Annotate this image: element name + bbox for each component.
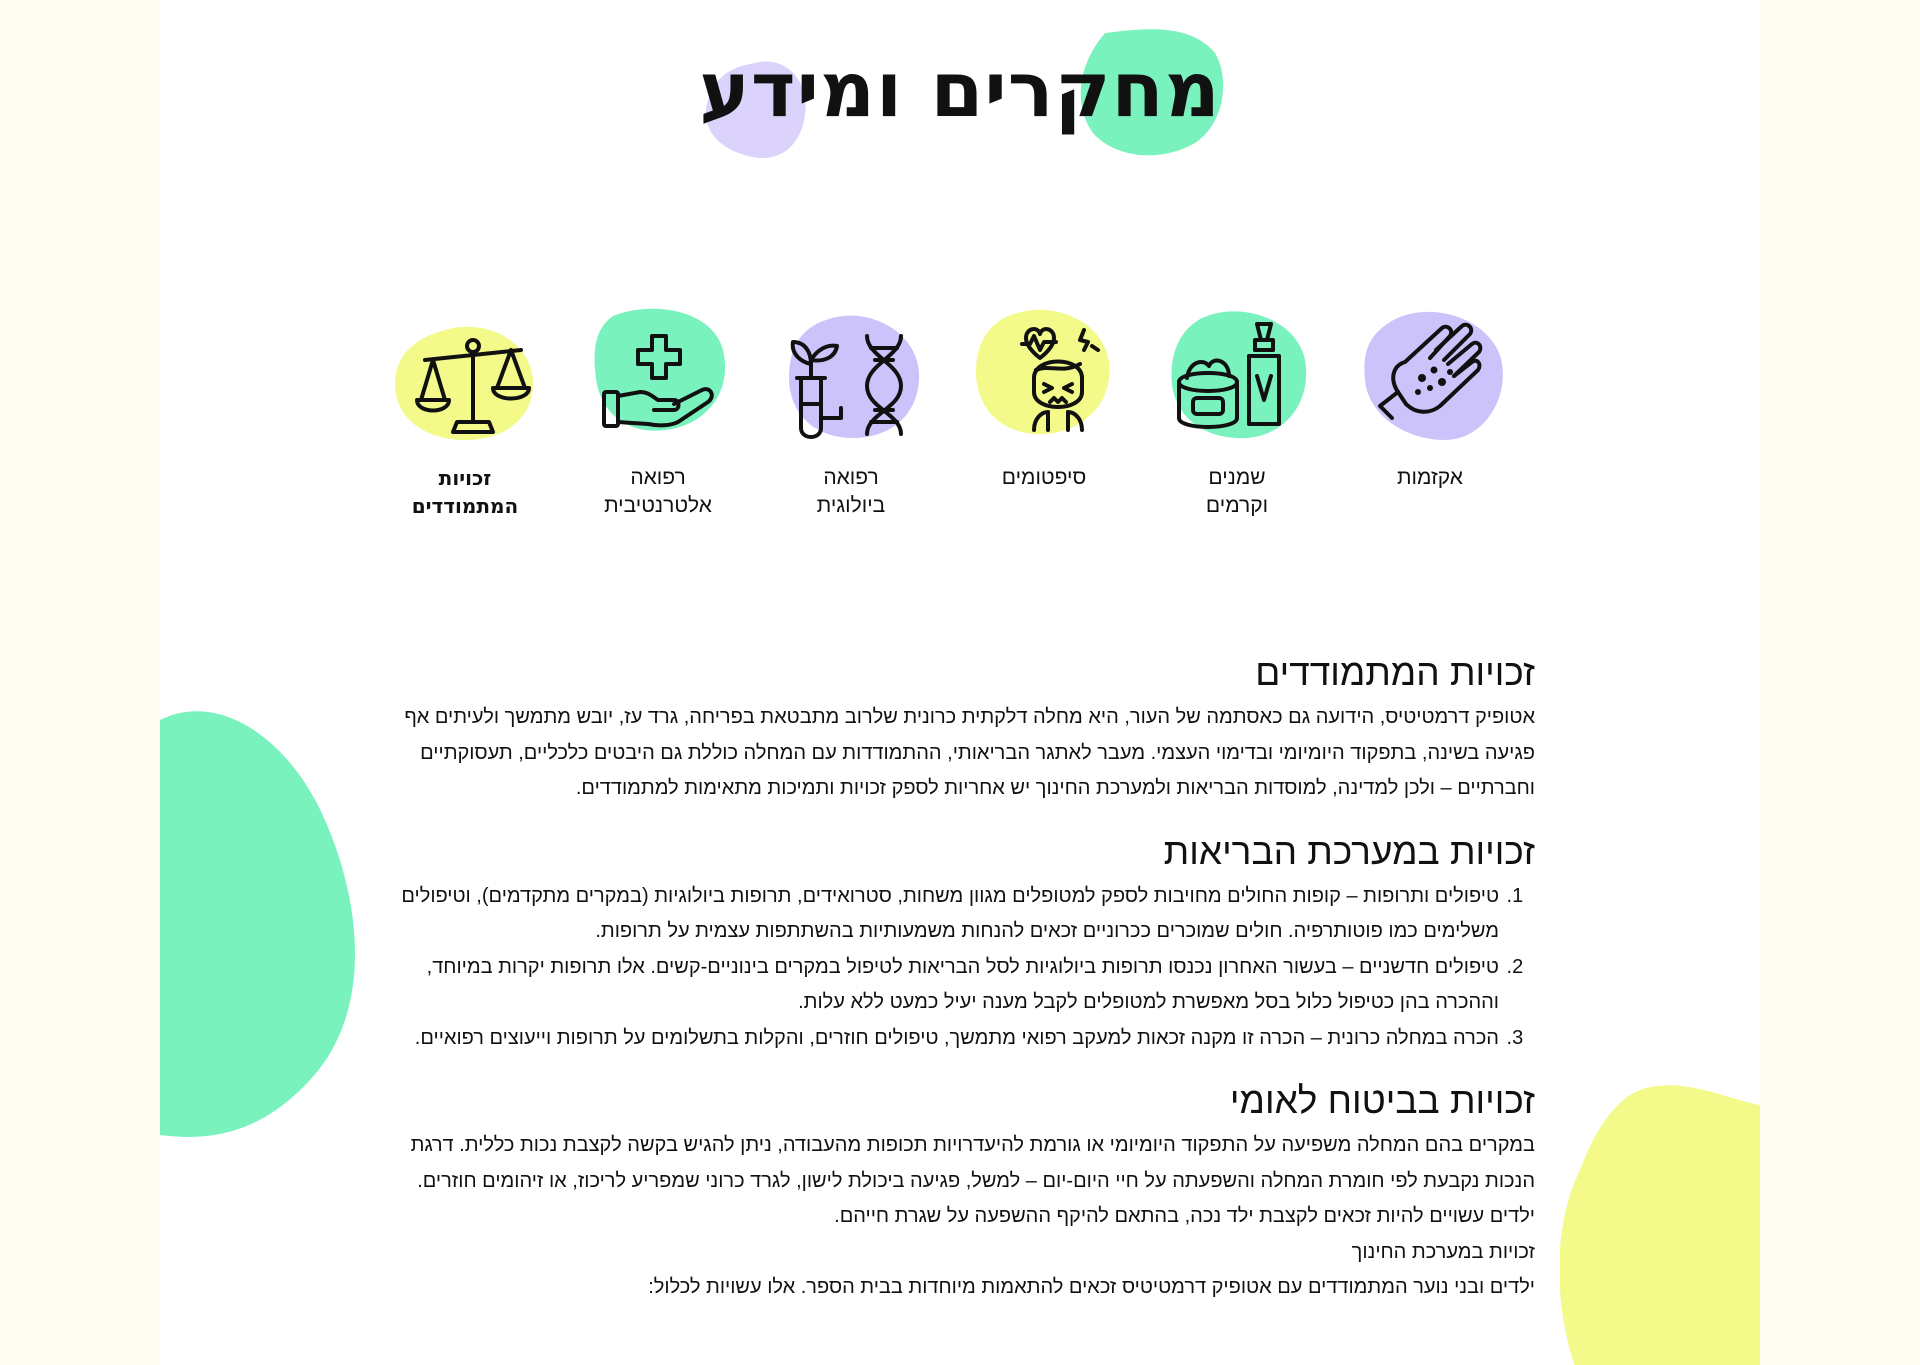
health-rights-list — [375, 879, 1535, 1057]
symptoms-child-icon — [964, 300, 1124, 460]
list-item: 1. טיפולים ותרופות – קופות החולים מחויבות לספק למטופלים מגוון משחות, סטרואידים, תרופות ביולוגיות (במקרים מתקדמים), וטיפולים משלימים כמו פוטותרפיה. חולים שמוכרים ככרוניים זכאים להנחות משמעותיות בהשתתפות עצמית על תרופות. — [375, 879, 1501, 950]
list-item: 3. הכרה במחלה כרונית – הכרה זו מקנה זכאות למעקב רפואי מתמשך, טיפולים חוזרים, והקלות בתשלומים על תרופות וייעוצים רפואיים. — [375, 1021, 1501, 1057]
decorative-mint-blob — [160, 700, 360, 1140]
category-label: זכויות המתמודדים — [411, 466, 519, 518]
subheading-education: זכויות במערכת החינוך — [1351, 1240, 1535, 1263]
category-eczema[interactable] — [1350, 300, 1510, 540]
section-body-insurance: במקרים בהם המחלה משפיעה על התפקוד היומיומי או גורמת להיעדרויות תכופות מהעבודה, ניתן להגיש בקשה לקצבת נכות כללית. דרגת הנכות נקבעת לפי חומרת המחלה והשפעתה על חיי היום-יום – למשל, פגיעה ביכולת לישון, לגרד כרוני שמפריע לריכוז, או זיהומים חוזרים. ילדים עשויים להיות זכאים לקצבת ילד נכה, בהתאם להיקף ההשפעה על שגרת חייהם. — [410, 1134, 1535, 1227]
category-label: רפואה ביולוגית — [816, 466, 886, 517]
page-title: מחקרים ומידע — [699, 45, 1221, 134]
article-content — [375, 650, 1535, 1306]
page-header — [160, 0, 1760, 170]
category-label: אקזמות — [1397, 466, 1463, 489]
eczema-hand-icon — [1350, 300, 1510, 460]
hand-plus-icon — [578, 300, 738, 460]
dna-plant-icon — [771, 300, 931, 460]
category-symptoms[interactable] — [964, 300, 1124, 540]
decorative-yellow-blob — [1560, 1080, 1760, 1365]
category-label: סיפטומים — [1001, 466, 1087, 489]
category-biologic-medicine[interactable] — [771, 300, 931, 540]
cream-dropper-icon — [1157, 300, 1317, 460]
page — [160, 0, 1760, 1365]
list-item: 2. טיפולים חדשניים – בעשור האחרון נכנסו תרופות ביולוגיות לסל הבריאות לטיפול במקרים בינוניים-קשים. אלו תרופות יקרות במיוחד, וההכרה בהן כטיפול כלול בסל מאפשרת למטופלים לקבל מענה יעיל כמעט ללא עלות. — [375, 950, 1501, 1021]
category-oils-creams[interactable] — [1157, 300, 1317, 540]
category-label: שמנים וקרמים — [1205, 466, 1269, 517]
category-patient-rights[interactable] — [385, 300, 545, 540]
section-heading-national-insurance: זכויות בביטוח לאומי — [1229, 1080, 1535, 1121]
section-heading-rights: זכויות המתמודדים — [1255, 652, 1535, 693]
section-heading-health-system: זכויות במערכת הבריאות — [1163, 830, 1535, 872]
scales-icon — [385, 300, 545, 460]
category-alternative-medicine[interactable] — [578, 300, 738, 540]
section-body-rights: אטופיק דרמטיטיס, הידועה גם כאסתמה של העור, היא מחלה דלקתית כרונית שלרוב מתבטאת בפריחה, גרד עז, יובש מתמשך ולעיתים אף פגיעה בשינה, בתפקוד היומיומי ובדימוי העצמי. מעבר לאתגר הבריאותי, ההתמודדות עם המחלה כוללת גם היבטים כלכליים, תעסוקתיים וחברתיים – ולכן למדינה, למוסדות הבריאות ולמערכת החינוך יש אחריות לספק זכויות ותמיכות מתאימות למתמודדים. — [404, 706, 1535, 799]
category-label: רפואה אלטרנטיבית — [604, 466, 712, 517]
category-nav — [385, 300, 1510, 540]
section-body-education: ילדים ובני נוער המתמודדים עם אטופיק דרמטיטיס זכאים להתאמות מיוחדות בבית הספר. אלו עשויות לכלול: — [648, 1276, 1535, 1298]
